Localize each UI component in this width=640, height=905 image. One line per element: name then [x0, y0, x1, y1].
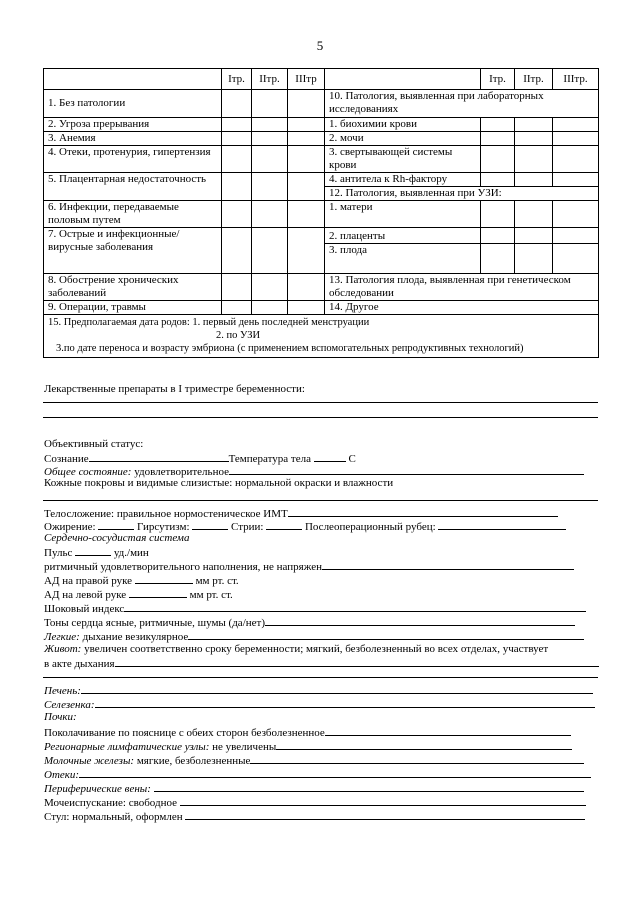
stool-label: Стул: нормальный, оформлен	[44, 811, 183, 823]
col-header-trimester-2: IIтр.	[252, 69, 288, 90]
mammary-value: мягкие, безболезненные	[136, 755, 251, 767]
skin-row: Кожные покровы и видимые слизистые: нормальной окраски и влажности	[44, 477, 394, 489]
spleen-field[interactable]	[95, 697, 595, 708]
cell[interactable]	[252, 173, 288, 201]
scar-label: Послеоперационный рубец:	[304, 521, 436, 533]
cell[interactable]	[481, 132, 515, 146]
cell[interactable]	[553, 201, 599, 228]
row-urine: 2. мочи	[325, 132, 481, 146]
row-rh-antibodies: 4. антитела к Rh-фактору	[325, 173, 481, 187]
page-number: 5	[316, 38, 324, 53]
consciousness-field[interactable]	[89, 451, 229, 462]
urination-label: Мочеиспускание: свободное	[44, 797, 177, 809]
cell[interactable]	[288, 274, 325, 301]
bp-left-field[interactable]	[129, 587, 187, 598]
cell[interactable]	[222, 90, 252, 118]
row-other: 14. Другое	[325, 301, 599, 315]
cell[interactable]	[252, 228, 288, 274]
spleen-label: Селезенка:	[44, 699, 95, 711]
cell[interactable]	[222, 201, 252, 228]
cell[interactable]	[222, 146, 252, 173]
veins-label: Периферические вены:	[44, 783, 151, 795]
cell[interactable]	[252, 132, 288, 146]
col-header-right-trimester-1: Iтр.	[481, 69, 515, 90]
cell[interactable]	[553, 118, 599, 132]
abdomen-row	[44, 643, 548, 656]
row-operations: 9. Операции, травмы	[44, 301, 222, 315]
header-blank-right	[325, 69, 481, 90]
liver-row	[44, 683, 593, 698]
pulse-unit: уд./мин	[113, 547, 149, 559]
cell[interactable]	[222, 118, 252, 132]
cell[interactable]	[222, 173, 252, 201]
cell[interactable]	[252, 118, 288, 132]
row-infections: 7. Острые и инфекционные/вирусные заболевания	[44, 228, 222, 274]
tapping-row	[44, 725, 571, 740]
cell[interactable]	[288, 132, 325, 146]
cell[interactable]	[553, 244, 599, 274]
row-threat-interruption: 2. Угроза прерывания	[44, 118, 222, 132]
bp-right-row	[44, 573, 239, 588]
cell[interactable]	[481, 201, 515, 228]
general-value: удовлетворительное	[134, 466, 229, 478]
cardio-title: Сердечно-сосудистая система	[44, 532, 190, 544]
cell[interactable]	[288, 228, 325, 274]
meds-line-1[interactable]	[43, 402, 598, 403]
cell[interactable]	[481, 173, 515, 187]
cell[interactable]	[481, 146, 515, 173]
cell[interactable]	[252, 146, 288, 173]
row-placental-insufficiency: 5. Плацентарная недостаточность	[44, 173, 222, 201]
stool-row	[44, 809, 585, 824]
row-lab-pathology: 10. Патология, выявленная при лабораторных исследованиях	[325, 90, 599, 118]
cell[interactable]	[553, 132, 599, 146]
shock-row	[44, 601, 586, 616]
cell[interactable]	[515, 118, 553, 132]
status-title: Объективный статус:	[44, 438, 144, 450]
veins-field[interactable]	[154, 781, 584, 792]
liver-field[interactable]	[81, 683, 593, 694]
urination-field[interactable]	[180, 795, 586, 806]
cell[interactable]	[515, 146, 553, 173]
abdomen-value-2: в акте дыхания	[44, 658, 115, 670]
striae-field[interactable]	[266, 519, 302, 530]
hirsutism-label: Гирсутизм:	[137, 521, 190, 533]
hirsutism-field[interactable]	[192, 519, 228, 530]
obesity-label: Ожирение:	[44, 521, 96, 533]
lungs-field[interactable]	[188, 629, 584, 640]
bp-left-unit: мм рт. ст.	[189, 589, 233, 601]
cell[interactable]	[553, 228, 599, 244]
due-date-line-1: 15. Предполагаемая дата родов: 1. первый день последней менструации	[48, 317, 370, 328]
build-label: Телосложение: правильное нормостеническое ИМТ	[44, 508, 288, 520]
cell[interactable]	[222, 274, 252, 301]
due-date-line-3: 3.по дате переноса и возрасту эмбриона (с применением вспомогательных репродуктивных технологий)	[56, 343, 524, 354]
build-field[interactable]	[288, 506, 558, 517]
bp-right-unit: мм рт. ст.	[195, 575, 239, 587]
veins-row	[44, 781, 584, 796]
cell[interactable]	[288, 173, 325, 201]
liver-label: Печень:	[44, 685, 81, 697]
row-blood-biochem: 1. биохимии крови	[325, 118, 481, 132]
cell[interactable]	[481, 244, 515, 274]
row-edema-hypertension: 4. Отеки, протенурия, гипертензия	[44, 146, 222, 173]
abdomen-row-2	[44, 656, 599, 671]
col-header-right-trimester-3: IIIтр.	[553, 69, 599, 90]
cell[interactable]	[288, 146, 325, 173]
due-date-cell	[44, 315, 599, 358]
tapping-field[interactable]	[325, 725, 571, 736]
pulse-field[interactable]	[75, 545, 111, 556]
lymph-label: Регионарные лимфатические узлы:	[44, 741, 210, 753]
bp-left-row	[44, 587, 233, 602]
pulse-label: Пульс	[44, 547, 73, 559]
abdomen-field[interactable]	[115, 656, 599, 667]
lymph-row	[44, 739, 572, 754]
cell[interactable]	[288, 90, 325, 118]
row-mother: 1. матери	[325, 201, 481, 228]
cell[interactable]	[553, 173, 599, 187]
skin-line[interactable]	[43, 500, 598, 501]
spleen-row	[44, 697, 595, 712]
lungs-label: Легкие:	[44, 631, 80, 643]
temperature-field[interactable]	[314, 451, 346, 462]
cell[interactable]	[252, 90, 288, 118]
cell[interactable]	[481, 118, 515, 132]
mammary-field[interactable]	[250, 753, 584, 764]
row-coagulation: 3. свертывающей системы крови	[325, 146, 481, 173]
general-field[interactable]	[229, 464, 584, 475]
consciousness-label: Сознание	[44, 453, 89, 465]
row-chronic-exacerbation: 8. Обострение хронических заболеваний	[44, 274, 222, 301]
cell[interactable]	[252, 274, 288, 301]
header-blank-left	[44, 69, 222, 90]
edema-label: Отеки:	[44, 769, 80, 781]
obesity-field[interactable]	[98, 519, 134, 530]
cell[interactable]	[222, 228, 252, 274]
bp-right-field[interactable]	[135, 573, 193, 584]
bp-right-label: АД на правой руке	[44, 575, 133, 587]
cell[interactable]	[252, 301, 288, 315]
due-date-line-2: 2. по УЗИ	[216, 330, 261, 341]
cell[interactable]	[481, 228, 515, 244]
row-anemia: 3. Анемия	[44, 132, 222, 146]
temperature-unit: С	[348, 453, 356, 465]
scar-field[interactable]	[438, 519, 566, 530]
shock-label: Шоковый индекс	[44, 603, 125, 615]
heart-label: Тоны сердца ясные, ритмичные, шумы (да/нет)	[44, 617, 265, 629]
cell[interactable]	[515, 201, 553, 228]
cell[interactable]	[515, 228, 553, 244]
mammary-label: Молочные железы:	[44, 755, 135, 767]
lymph-field[interactable]	[276, 739, 572, 750]
striae-label: Стрии:	[231, 521, 264, 533]
edema-field[interactable]	[79, 767, 591, 778]
meds-line-2[interactable]	[43, 417, 598, 418]
row-no-pathology: 1. Без патологии	[44, 90, 222, 118]
row-sti: 6. Инфекции, передаваемые половым путем	[44, 201, 222, 228]
rhythm-row	[44, 559, 574, 574]
rhythm-label: ритмичный удовлетворительного наполнения, не напряжен	[44, 561, 322, 573]
cell[interactable]	[515, 173, 553, 187]
general-label: Общее состояние:	[44, 466, 132, 478]
pulse-row	[44, 545, 149, 560]
lymph-value: не увеличены	[212, 741, 277, 753]
cell[interactable]	[515, 132, 553, 146]
mammary-row	[44, 753, 584, 768]
col-header-right-trimester-2: IIтр.	[515, 69, 553, 90]
meds-label: Лекарственные препараты в I триместре беременности:	[44, 383, 305, 395]
row-ultrasound-pathology: 12. Патология, выявленная при УЗИ:	[325, 187, 599, 201]
bp-left-label: АД на левой руке	[44, 589, 127, 601]
heart-row	[44, 615, 575, 630]
kidneys-label: Почки:	[44, 711, 77, 723]
cell[interactable]	[288, 301, 325, 315]
shock-field[interactable]	[124, 601, 586, 612]
abdomen-value-1: увеличен соответственно сроку беременности; мягкий, безболезненный во всех отделах, участвует	[84, 643, 549, 655]
cell[interactable]	[222, 301, 252, 315]
cell[interactable]	[222, 132, 252, 146]
edema-row	[44, 767, 591, 782]
tapping-label: Поколачивание по пояснице с обеих сторон безболезненное	[44, 727, 325, 739]
row-fetus: 3. плода	[325, 244, 481, 274]
row-placenta: 2. плаценты	[325, 228, 481, 244]
cell[interactable]	[288, 118, 325, 132]
lungs-row	[44, 629, 584, 644]
cell[interactable]	[553, 146, 599, 173]
cell[interactable]	[515, 244, 553, 274]
cell[interactable]	[252, 201, 288, 228]
stool-field[interactable]	[185, 809, 585, 820]
rhythm-field[interactable]	[322, 559, 574, 570]
urination-row	[44, 795, 586, 810]
abdomen-line[interactable]	[43, 677, 598, 678]
row-genetic-pathology: 13. Патология плода, выявленная при генетическом обследовании	[325, 274, 599, 301]
heart-field[interactable]	[265, 615, 575, 626]
lungs-value: дыхание везикулярное	[82, 631, 189, 643]
temperature-label: Температура тела	[228, 453, 311, 465]
pregnancy-course-table	[43, 68, 599, 358]
cell[interactable]	[288, 201, 325, 228]
col-header-trimester-1: Iтр.	[222, 69, 252, 90]
abdomen-label: Живот:	[44, 643, 82, 655]
col-header-trimester-3: IIIтр	[288, 69, 325, 90]
